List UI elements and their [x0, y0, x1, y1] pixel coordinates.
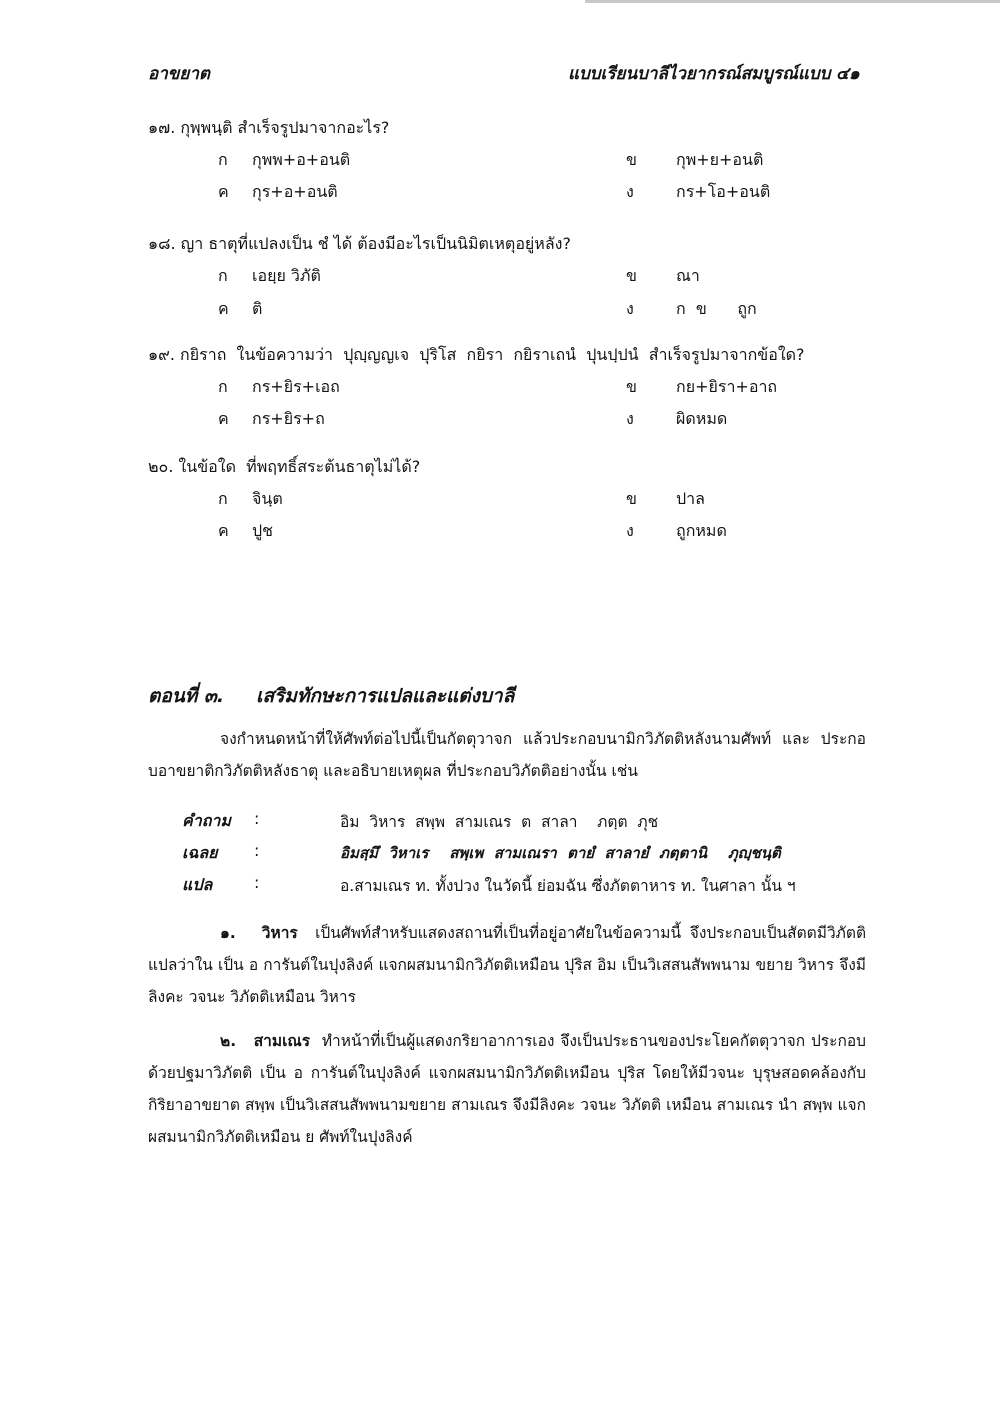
explanation-number: ๒.	[220, 1032, 237, 1050]
option-key: ก	[218, 489, 228, 508]
option-key: ก	[218, 377, 228, 396]
option-text: ปูช	[252, 521, 274, 540]
question-19: ๑๙. กยิราถ ในข้อความว่า ปุญฺญญเจ ปุริโส กยิรา กยิราเถนํ ปุนปฺปนํ สำเร็จรูปมาจากข้อใด?	[148, 345, 805, 364]
option-text: กร+โอ+อนติ	[676, 182, 771, 201]
option-key: ข	[626, 377, 637, 396]
option-text: จินฺต	[252, 489, 283, 508]
explanation-2	[148, 1025, 866, 1153]
question-20: ๒๐. ในข้อใด ที่พฤทธิ์สระต้นธาตุไม่ได้?	[148, 457, 421, 476]
explanation-term: สามเณร	[253, 1032, 311, 1050]
instruction-text: จงกำหนดหน้าที่ให้ศัพท์ต่อไปนี้เป็นกัตตุวาจก แล้วประกอบนามิกวิภัตติหลังนามศัพท์ และ ประกอบอาขยาติกวิภัตติหลังธาตุ และอธิบายเหตุผล ที่ประกอบวิภัตติอย่างนั้น เช่น	[148, 730, 866, 780]
example-translation-text: อ.สามเณร ท. ทั้งปวง ในวัดนี้ ย่อมฉัน ซึ่งภัตตาหาร ท. ในศาลา นั้น ฯ	[340, 877, 796, 895]
example-question-label: คำถาม	[182, 811, 231, 830]
option-text: กุร+อ+อนติ	[252, 182, 338, 201]
option-text: ผิดหมด	[676, 409, 728, 428]
example-translation-label: แปล	[182, 875, 213, 894]
option-text: กย+ยิรา+อาถ	[676, 377, 778, 396]
explanation-number: ๑.	[220, 924, 236, 942]
option-key: ง	[626, 182, 634, 201]
option-key: ค	[218, 299, 229, 318]
option-key: ก	[218, 266, 228, 285]
option-text: กุพพ+อ+อนติ	[252, 150, 351, 169]
option-text: ถูกหมด	[676, 521, 727, 540]
option-key: ง	[626, 409, 634, 428]
option-key: ข	[626, 266, 637, 285]
option-text: ติ	[252, 299, 263, 318]
option-text: กุพ+ย+อนติ	[676, 150, 764, 169]
instruction-paragraph	[148, 723, 866, 787]
option-text: ปาล	[676, 489, 705, 508]
option-key: ข	[626, 150, 637, 169]
explanation-1	[148, 917, 866, 1013]
option-key: ค	[218, 182, 229, 201]
option-key: ค	[218, 409, 229, 428]
colon: :	[254, 809, 260, 828]
option-text: ก ข ถูก	[676, 299, 757, 318]
question-17: ๑๗. กุพฺพนฺติ สำเร็จรูปมาจากอะไร?	[148, 118, 390, 137]
option-text: กร+ยิร+ถ	[252, 409, 325, 428]
option-key: ข	[626, 489, 637, 508]
header-page-number: ๔๑	[836, 64, 860, 84]
example-question-text: อิม วิหาร สพฺพ สามเณร ต สาลา ภตฺต ภุช	[340, 813, 659, 831]
option-key: ง	[626, 299, 634, 318]
example-answer-text: อิมสฺมึ วิหาเร สพฺเพ สามเณรา ตายํ สาลายํ ภตฺตานิ ภุญฺชนฺติ	[340, 844, 781, 862]
option-key: ง	[626, 521, 634, 540]
scan-edge-line	[585, 0, 1000, 3]
header-chapter: อาขยาต	[148, 64, 210, 84]
colon: :	[254, 873, 260, 892]
option-key: ค	[218, 521, 229, 540]
section-number: ตอนที่ ๓.	[148, 685, 225, 707]
option-text: เอยฺย วิภัติ	[252, 266, 321, 285]
explanation-text: เป็นศัพท์สำหรับแสดงสถานที่เป็นที่อยู่อาศัยในข้อความนี้ จึงประกอบเป็นสัตตมีวิภัตติแปลว่าใน เป็น อ การันต์ในปุงลิงค์ แจกผสมนามิกวิภัตติเหมือน ปุริส อิม เป็นวิเสสนสัพพนาม ขยาย วิหาร จึงมีลิงคะ วจนะ วิภัตติเหมือน วิหาร	[148, 924, 867, 1006]
option-text: กร+ยิร+เอถ	[252, 377, 340, 396]
option-text: ณา	[676, 266, 700, 285]
option-key: ก	[218, 150, 228, 169]
explanation-text: ทำหน้าที่เป็นผู้แสดงกริยาอาการเอง จึงเป็นประธานของประโยคกัตตุวาจก ประกอบด้วยปฐมาวิภัตติ เป็น อ การันต์ในปุงลิงค์ แจกผสมนามิกวิภัตติเหมือน ปุริส โดยให้มีวจนะ บุรุษสอดคล้องกับกิริยาอาขยาต สพฺพ เป็นวิเสสนสัพพนามขยาย สามเณร จึงมีลิงคะ วจนะ วิภัตติ เหมือน สามเณร นำ สพฺพ แจกผสมนามิกวิภัตติเหมือน ย ศัพท์ในปุงลิงค์	[148, 1032, 866, 1146]
colon: :	[254, 841, 260, 860]
header-book-title: แบบเรียนบาลีไวยากรณ์สมบูรณ์แบบ	[568, 64, 831, 84]
section-title: เสริมทักษะการแปลและแต่งบาลี	[256, 685, 515, 707]
explanation-term: วิหาร	[261, 924, 298, 942]
question-18: ๑๘. ญา ธาตุที่แปลงเป็น ชํ ได้ ต้องมีอะไรเป็นนิมิตเหตุอยู่หลัง?	[148, 234, 571, 253]
example-answer-label: เฉลย	[182, 843, 218, 862]
